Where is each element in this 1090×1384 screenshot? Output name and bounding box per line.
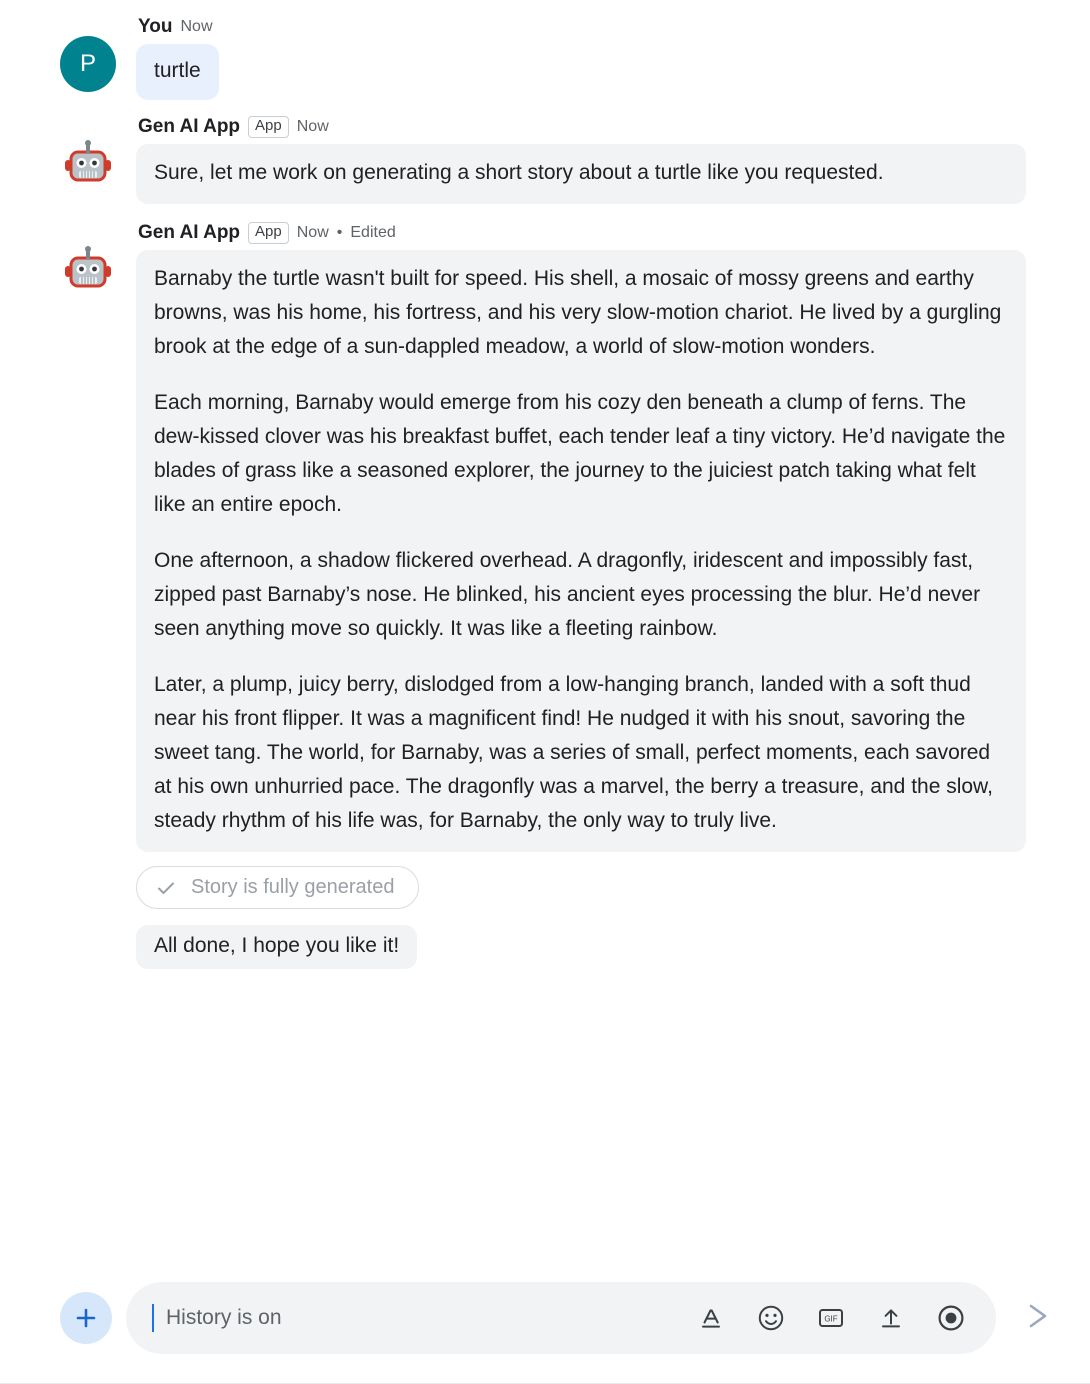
composer-input-wrapper[interactable]: [126, 1282, 996, 1354]
message-bubble[interactable]: [136, 250, 1026, 852]
emoji-icon[interactable]: [754, 1301, 788, 1335]
message-header: [136, 14, 1066, 40]
text-caret: [152, 1304, 154, 1332]
message-user-turtle: [0, 14, 1090, 100]
message-body: [136, 114, 1066, 204]
message-bot-story: [0, 220, 1090, 969]
check-icon: [155, 877, 177, 899]
sender-name: Gen AI App: [138, 222, 241, 244]
story-paragraph: Later, a plump, juicy berry, dislodged from a low-hanging branch, landed with a soft thud near his front flipper. It was a magnificent find! He nudged it with his snout, savoring the sweet tang. The world, for Barnaby, was a series of small, perfect moments, each savored at his own unhurried pace. The dragonfly was a marvel, the berry a treasure, and the slow, steady rhythm of his life was, for Barnaby, the only way to truly live.: [154, 673, 993, 833]
bot-avatar-icon: [60, 242, 116, 298]
svg-text:GIF: GIF: [824, 1314, 838, 1324]
edited-label: Edited: [350, 224, 396, 242]
sender-name: You: [138, 16, 173, 37]
gif-icon[interactable]: [814, 1301, 848, 1335]
message-composer: [0, 1252, 1090, 1384]
message-timestamp: Now: [180, 18, 213, 35]
message-bubble[interactable]: Sure, let me work on generating a short story about a turtle like you requested.: [136, 144, 1026, 204]
avatar-column: [60, 14, 136, 92]
message-body: [136, 14, 1066, 100]
status-badge-label: Story is fully generated: [191, 876, 395, 899]
bot-avatar-icon: [60, 136, 116, 192]
followup-bubble[interactable]: All done, I hope you like it!: [136, 925, 417, 969]
send-button[interactable]: [1010, 1290, 1066, 1346]
story-paragraph: Barnaby the turtle wasn't built for speed. His shell, a mosaic of mossy greens and earthy browns, was his home, his fortress, and his very slow-motion chariot. He lived by a gurgling brook at the edge of a sun-dappled meadow, a world of slow-motion wonders.: [154, 267, 1002, 359]
message-header: [136, 114, 1066, 140]
record-icon[interactable]: [934, 1301, 968, 1335]
separator-dot: •: [336, 224, 343, 242]
app-badge: App: [248, 222, 289, 244]
sender-name: Gen AI App: [138, 116, 241, 138]
message-bubble[interactable]: turtle: [136, 44, 219, 100]
composer-tools: [694, 1301, 974, 1335]
app-badge: App: [248, 116, 289, 138]
upload-icon[interactable]: [874, 1301, 908, 1335]
message-timestamp: Now: [296, 224, 329, 242]
avatar: P: [60, 36, 116, 92]
message-input[interactable]: [164, 1305, 684, 1331]
plus-icon: [73, 1305, 99, 1331]
message-bot-ack: [0, 114, 1090, 204]
add-attachment-button[interactable]: [60, 1292, 112, 1344]
status-badge: [136, 866, 419, 909]
avatar-column: [60, 220, 136, 298]
message-header: [136, 220, 1066, 246]
format-text-icon[interactable]: [694, 1301, 728, 1335]
avatar-column: [60, 114, 136, 192]
message-body: [136, 220, 1066, 969]
story-paragraph: Each morning, Barnaby would emerge from his cozy den beneath a clump of ferns. The dew-kissed clover was his breakfast buffet, each tender leaf a tiny victory. He’d navigate the blades of grass like a seasoned explorer, the journey to the juiciest patch taking what felt like an entire epoch.: [154, 391, 1006, 517]
message-timestamp: Now: [296, 118, 329, 136]
send-icon: [1021, 1299, 1055, 1338]
story-paragraph: One afternoon, a shadow flickered overhead. A dragonfly, iridescent and impossibly fast, zipped past Barnaby’s nose. He blinked, his ancient eyes processing the blur. He’d never seen anything move so quickly. It was like a fleeting rainbow.: [154, 549, 981, 641]
